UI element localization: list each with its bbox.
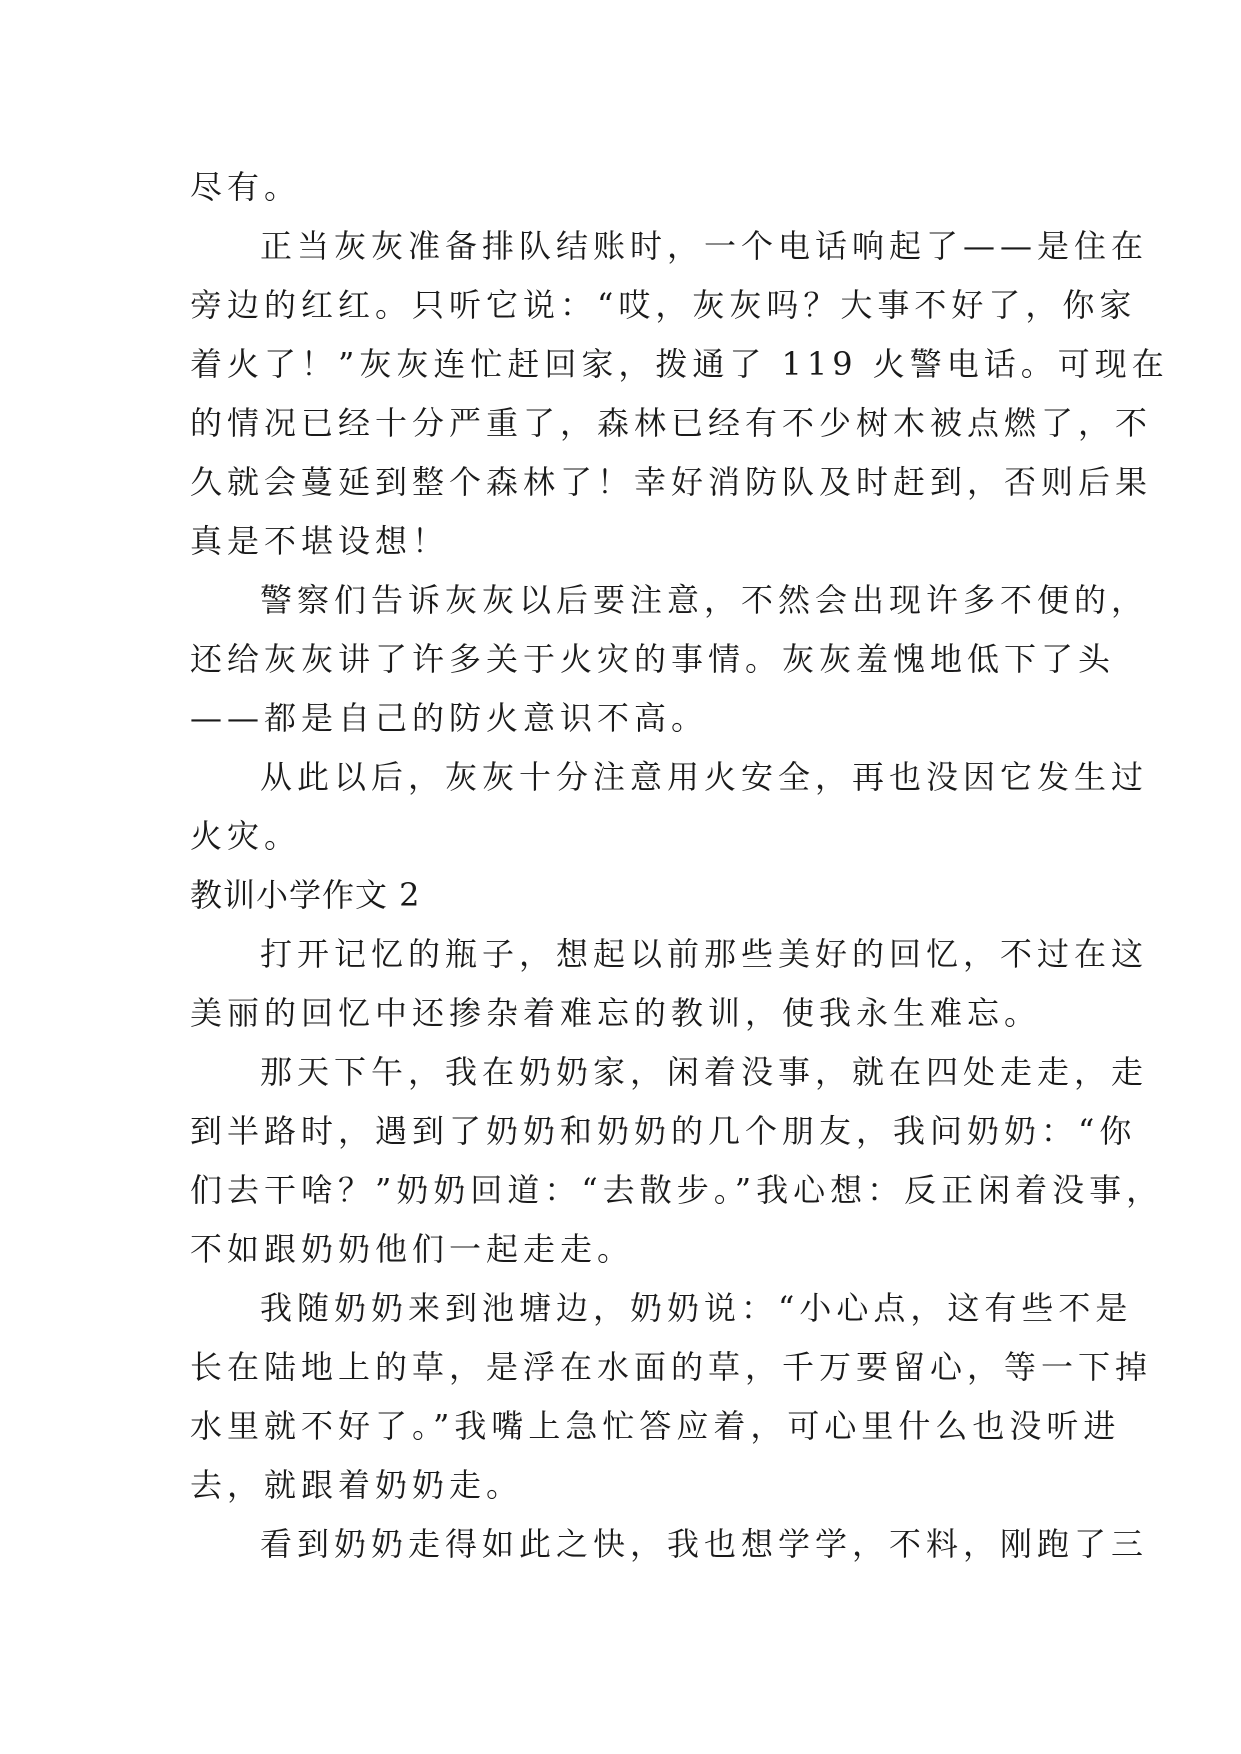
text-line: 看到奶奶走得如此之快，我也想学学，不料，刚跑了三 [260,1525,1149,1563]
text-line: 长在陆地上的草，是浮在水面的草，千万要留心，等一下掉 [190,1348,1153,1386]
text-line: 我随奶奶来到池塘边，奶奶说：“小心点，这有些不是 [260,1289,1133,1327]
text-line: 尽有。 [190,168,302,206]
text-line: 不如跟奶奶他们一起走走。 [190,1230,635,1268]
text-line: 还给灰灰讲了许多关于火灾的事情。灰灰羞愧地低下了头 [190,640,1116,678]
text-line: 到半路时，遇到了奶奶和奶奶的几个朋友，我问奶奶：“你 [190,1112,1137,1150]
text-line: 着火了！”灰灰连忙赶回家，拨通了 119 火警电话。可现在 [190,345,1169,383]
text-line: 从此以后，灰灰十分注意用火安全，再也没因它发生过 [260,758,1149,796]
text-line: 打开记忆的瓶子，想起以前那些美好的回忆，不过在这 [260,935,1149,973]
text-line: 美丽的回忆中还掺杂着难忘的教训，使我永生难忘。 [190,994,1042,1032]
text-line: 真是不堪设想！ [190,522,450,560]
text-line: 警察们告诉灰灰以后要注意，不然会出现许多不便的， [260,581,1149,619]
text-line: 旁边的红红。只听它说：“哎，灰灰吗？大事不好了，你家 [190,286,1137,324]
text-line: 去，就跟着奶奶走。 [190,1466,524,1504]
text-line: 久就会蔓延到整个森林了！幸好消防队及时赶到，否则后果 [190,463,1153,501]
text-line: 的情况已经十分严重了，森林已经有不少树木被点燃了，不 [190,404,1153,442]
text-line: 们去干啥？”奶奶回道：“去散步。”我心想：反正闲着没事， [190,1171,1164,1209]
text-line: 水里就不好了。”我嘴上急忙答应着，可心里什么也没听进 [190,1407,1121,1445]
text-line: ——都是自己的防火意识不高。 [190,699,709,737]
text-line: 那天下午，我在奶奶家，闲着没事，就在四处走走，走 [260,1053,1149,1091]
text-line: 正当灰灰准备排队结账时，一个电话响起了——是住在 [260,227,1149,265]
text-line: 火灾。 [190,817,302,855]
section-heading: 教训小学作文 2 [190,876,421,914]
document-body [190,158,1169,1574]
